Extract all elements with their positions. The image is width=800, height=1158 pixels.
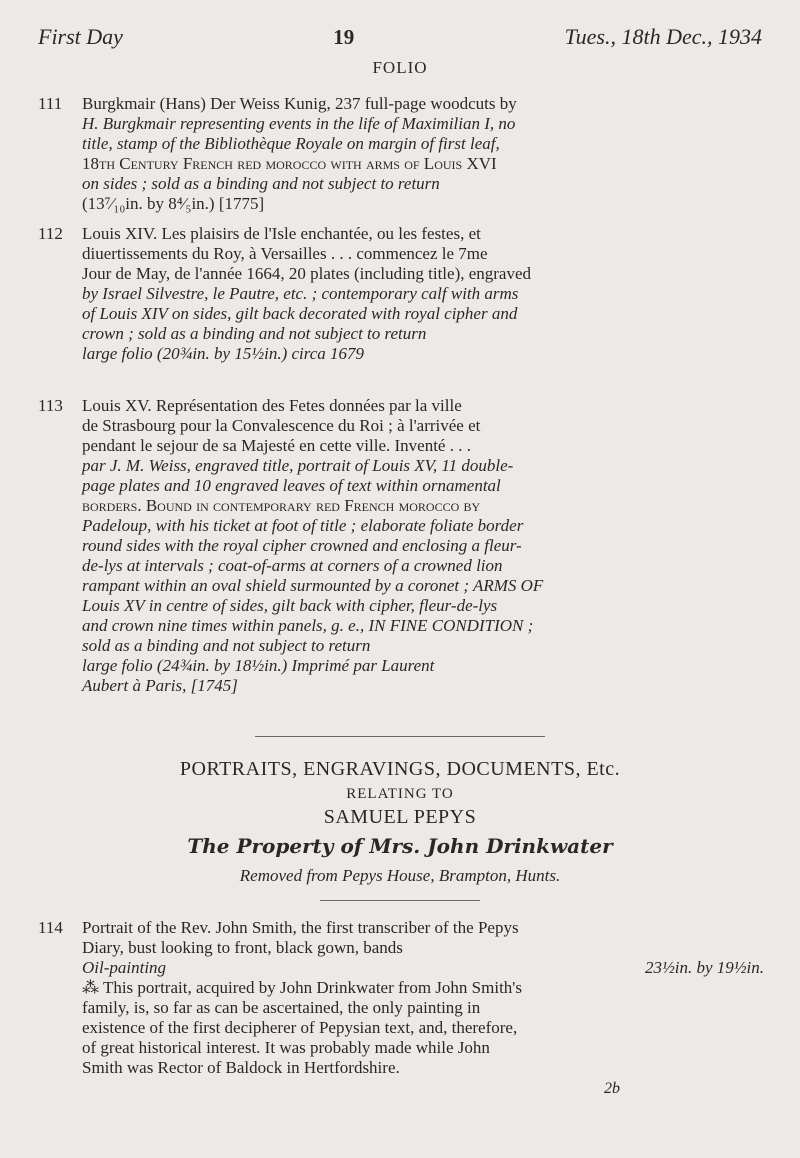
lot-line: and crown nine times within panels, g. e., IN FINE CONDITION ;	[82, 616, 534, 635]
lot-112	[38, 224, 764, 364]
divider	[255, 736, 545, 737]
signature-mark: 2b	[604, 1080, 620, 1097]
lot-line: de Strasbourg pour la Convalescence du Roi ; à l'arrivée et	[82, 416, 481, 435]
lot-line: round sides with the royal cipher crowned and enclosing a fleur-	[82, 536, 522, 555]
lot-description	[82, 94, 764, 214]
lot-113	[38, 396, 764, 696]
provenance-owner: The Property of Mrs. John Drinkwater	[187, 834, 613, 858]
lot-line: de-lys at intervals ; coat-of-arms at corners of a crowned lion	[82, 556, 503, 575]
page-header	[38, 24, 762, 50]
lot-number: 111	[38, 94, 63, 113]
lot-line: large folio (24¾in. by 18½in.) Imprimé par Laurent	[82, 656, 435, 675]
lot-line: pendant le sejour de sa Majesté en cette ville. Inventé . . .	[82, 436, 471, 455]
lot-line: Diary, bust looking to front, black gown, bands	[82, 938, 403, 957]
lot-size: (13⁷⁄₁₀in. by 8⁴⁄₅in.) [1775]	[82, 194, 265, 213]
lot-line: rampant within an oval shield surmounted by a coronet ; ARMS OF	[82, 576, 544, 595]
lot-line: on sides ; sold as a binding and not subject to return	[82, 174, 440, 193]
lot-description	[82, 918, 764, 1078]
lot-line: Louis XIV. Les plaisirs de l'Isle enchantée, ou les festes, et	[82, 224, 481, 243]
lot-line: borders. Bound in contemporary red French morocco by	[82, 496, 481, 515]
lot-note-line: of great historical interest. It was probably made while John	[82, 1038, 490, 1057]
lot-line: Louis XV. Représentation des Fetes données par la ville	[82, 396, 462, 415]
provenance-title: PORTRAITS, ENGRAVINGS, DOCUMENTS, Etc.	[179, 758, 621, 780]
lot-note-line: ⁂ This portrait, acquired by John Drinkwater from John Smith's	[82, 978, 522, 997]
lot-line: crown ; sold as a binding and not subject to return	[82, 324, 427, 343]
lot-size: 23½in. by 19½in.	[645, 958, 764, 977]
provenance-relating: RELATING TO	[346, 786, 454, 802]
lot-line: H. Burgkmair representing events in the life of Maximilian I, no	[82, 114, 516, 133]
lot-line: par J. M. Weiss, engraved title, portrait of Louis XV, 11 double-	[82, 456, 514, 475]
lot-description	[82, 224, 764, 364]
lot-number: 114	[38, 918, 63, 937]
lot-line: Louis XV in centre of sides, gilt back with cipher, fleur-de-lys	[82, 596, 498, 615]
divider	[320, 900, 480, 901]
lot-number: 112	[38, 224, 63, 243]
lot-114	[38, 918, 764, 1078]
lot-line: of Louis XIV on sides, gilt back decorated with royal cipher and	[82, 304, 518, 323]
lot-medium-row	[82, 958, 764, 978]
lot-111	[38, 94, 764, 214]
lot-medium: Oil-painting	[82, 958, 167, 977]
lot-line: Jour de May, de l'année 1664, 20 plates (including title), engraved	[82, 264, 532, 283]
lot-note-line: family, is, so far as can be ascertained, the only painting in	[82, 998, 481, 1017]
lot-line: 18th Century French red morocco with arms of Louis XVI	[82, 154, 497, 173]
lot-line: title, stamp of the Bibliothèque Royale on margin of first leaf,	[82, 134, 500, 153]
lot-number: 113	[38, 396, 63, 415]
provenance-note: Removed from Pepys House, Brampton, Hunts.	[239, 866, 561, 885]
header-date: Tues., 18th Dec., 1934	[564, 24, 762, 49]
provenance-subject: SAMUEL PEPYS	[323, 806, 477, 828]
lot-note-line: existence of the first decipherer of Pepysian text, and, therefore,	[82, 1018, 518, 1037]
lot-line: diuertissements du Roy, à Versailles . . . commencez le 7me	[82, 244, 488, 263]
lot-line: Padeloup, with his ticket at foot of title ; elaborate foliate border	[82, 516, 524, 535]
lot-line: by Israel Silvestre, le Pautre, etc. ; contemporary calf with arms	[82, 284, 519, 303]
page-number: 19	[333, 25, 355, 49]
lot-line: sold as a binding and not subject to return	[82, 636, 371, 655]
lot-note-line: Smith was Rector of Baldock in Hertfordshire.	[82, 1058, 400, 1077]
section-title: FOLIO	[372, 58, 428, 77]
lot-size: Aubert à Paris, [1745]	[82, 676, 238, 695]
lot-size: large folio (20¾in. by 15½in.) circa 1679	[82, 344, 365, 363]
lot-line: Burgkmair (Hans) Der Weiss Kunig, 237 full-page woodcuts by	[82, 94, 517, 113]
lot-line: Portrait of the Rev. John Smith, the first transcriber of the Pepys	[82, 918, 519, 937]
header-day: First Day	[38, 24, 123, 49]
lot-description	[82, 396, 764, 696]
lot-line: page plates and 10 engraved leaves of text within ornamental	[82, 476, 501, 495]
